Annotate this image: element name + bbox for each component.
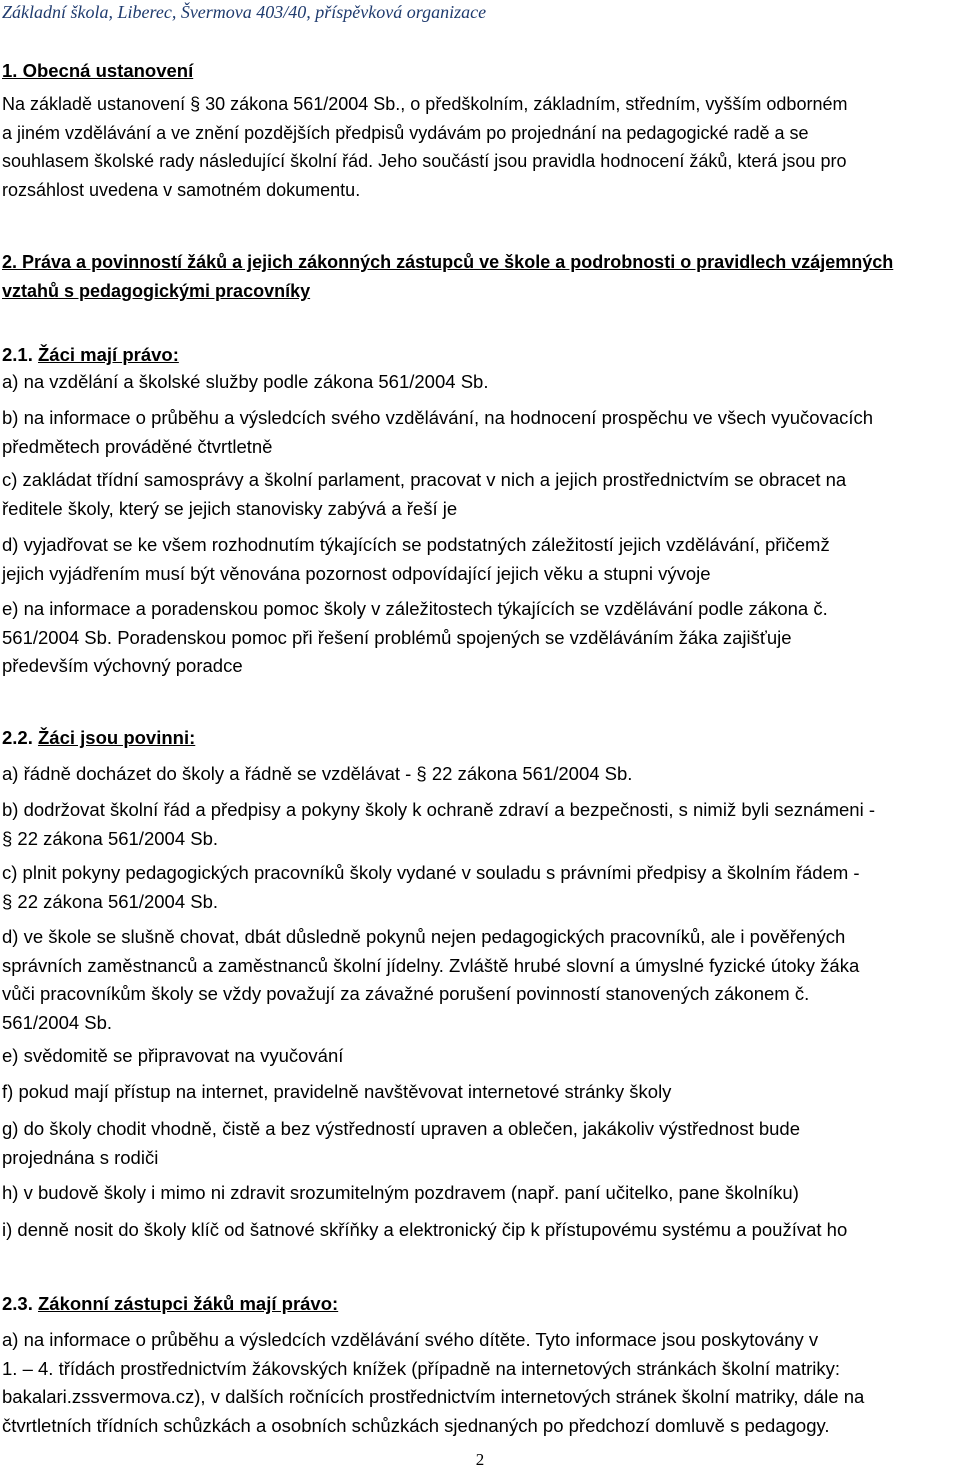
subsection-number: 2.3. [2, 1293, 38, 1314]
list-item [2, 1115, 958, 1172]
text-line: a jiném vzdělávání a ve znění pozdějších předpisů vydávám po projednání na pedagogické radě a se [2, 122, 809, 143]
text-line: především výchovný poradce [2, 655, 243, 676]
subsection-2-1-heading [2, 341, 179, 369]
subsection-title: Žáci mají právo: [38, 344, 179, 365]
list-item [2, 466, 958, 523]
page-number: 2 [475, 1450, 485, 1469]
text-line: § 22 zákona 561/2004 Sb. [2, 890, 219, 912]
list-item [2, 1216, 958, 1245]
list-item [2, 368, 958, 397]
text-line: b) dodržovat školní řád a předpisy a pokyny školy k ochraně zdraví a bezpečnosti, s nimiž byli seznámeni - [2, 799, 875, 820]
text-line: bakalari.zssvermova.cz), v dalších ročnících prostřednictvím internetových stránek školní matriky, dále na [2, 1386, 865, 1407]
subsection-2-2-heading [2, 724, 195, 752]
text-line: a) na vzdělání a školské služby podle zákona 561/2004 Sb. [2, 371, 489, 392]
text-line: ředitele školy, který se jejich stanovisky zabývá a řeší je [2, 497, 458, 519]
list-item [2, 859, 958, 916]
text-line: e) na informace a poradenskou pomoc školy v záležitostech týkajících se vzdělávání podle zákona č. [2, 598, 828, 619]
section-1-paragraph [2, 90, 958, 204]
list-item [2, 923, 958, 1037]
text-line: vůči pracovníkům školy se vždy považují za závažné porušení povinností stanovených zákonem č. [2, 983, 810, 1004]
text-line: i) denně nosit do školy klíč od šatnové skříňky a elektronický čip k přístupovému systému a používat ho [2, 1219, 848, 1240]
list-item [2, 404, 958, 461]
text-line: jejich vyjádřením musí být věnována pozornost odpovídající jejich věku a stupni vývoje [2, 562, 711, 584]
list-item [2, 796, 958, 853]
heading-line: 2. Práva a povinností žáků a jejich zákonných zástupců ve škole a podrobnosti o pravidlech vzájemných [2, 252, 894, 272]
text-line: souhlasem školské rady následující školní řád. Jeho součástí jsou pravidla hodnocení žáků, která jsou pro [2, 151, 847, 171]
subsection-title: Zákonní zástupci žáků mají právo: [38, 1293, 339, 1314]
heading-line: vztahů s pedagogickými pracovníky [2, 281, 311, 301]
text-line: předmětech prováděné čtvrtletně [2, 435, 273, 457]
list-item [2, 531, 958, 588]
text-line: c) plnit pokyny pedagogických pracovníků školy vydané v souladu s právními předpisy a školním řádem - [2, 862, 860, 883]
list-item [2, 595, 958, 681]
text-line: projednána s rodiči [2, 1146, 159, 1168]
text-line: čtvrtletních třídních schůzkách a osobních schůzkách sjednaných po předchozí domluvě s pedagogy. [2, 1414, 830, 1436]
text-line: § 22 zákona 561/2004 Sb. [2, 827, 219, 849]
page-header: Základní škola, Liberec, Švermova 403/40, příspěvková organizace [2, 2, 487, 22]
list-item [2, 1042, 958, 1071]
list-item [2, 1326, 958, 1440]
text-line: 561/2004 Sb. [2, 1011, 113, 1033]
text-line: d) ve škole se slušně chovat, dbát důsledně pokynů nejen pedagogických pracovníků, ale i pověřených [2, 926, 846, 947]
section-1-heading: 1. Obecná ustanovení [2, 60, 194, 81]
text-line: rozsáhlost uvedena v samotném dokumentu. [2, 179, 361, 200]
list-item [2, 760, 958, 789]
list-item [2, 1179, 958, 1208]
text-line: d) vyjadřovat se ke všem rozhodnutím týkajících se podstatných záležitostí jejich vzdělávání, přičemž [2, 534, 830, 555]
text-line: c) zakládat třídní samosprávy a školní parlament, pracovat v nich a jejich prostřednictvím se obracet na [2, 469, 847, 490]
subsection-number: 2.1. [2, 344, 38, 365]
text-line: e) svědomitě se připravovat na vyučování [2, 1045, 344, 1066]
text-line: g) do školy chodit vhodně, čistě a bez výstředností upraven a oblečen, jakákoliv výstřednost bude [2, 1118, 801, 1139]
section-2-heading [2, 248, 958, 306]
text-line: f) pokud mají přístup na internet, pravidelně navštěvovat internetové stránky školy [2, 1081, 672, 1102]
text-line: 1. – 4. třídách prostřednictvím žákovských knížek (případně na internetových stránkách školní matriky: [2, 1357, 841, 1379]
text-line: správních zaměstnanců a zaměstnanců školní jídelny. Zvláště hrubé slovní a úmyslné fyzické útoky žáka [2, 954, 860, 976]
list-item [2, 1078, 958, 1107]
text-line: a) na informace o průběhu a výsledcích vzdělávání svého dítěte. Tyto informace jsou poskytovány v [2, 1329, 819, 1350]
subsection-title: Žáci jsou povinni: [38, 727, 196, 748]
text-line: Na základě ustanovení § 30 zákona 561/2004 Sb., o předškolním, základním, středním, vyšším odborném [2, 94, 848, 114]
text-line: 561/2004 Sb. Poradenskou pomoc při řešení problémů spojených se vzděláváním žáka zajišťuje [2, 626, 792, 648]
subsection-number: 2.2. [2, 727, 38, 748]
text-line: h) v budově školy i mimo ni zdravit srozumitelným pozdravem (např. paní učitelko, pane školníku) [2, 1182, 799, 1203]
text-line: a) řádně docházet do školy a řádně se vzdělávat - § 22 zákona 561/2004 Sb. [2, 763, 633, 784]
text-line: b) na informace o průběhu a výsledcích svého vzdělávání, na hodnocení prospěchu ve všech vyučovacích [2, 407, 874, 428]
subsection-2-3-heading [2, 1290, 338, 1318]
